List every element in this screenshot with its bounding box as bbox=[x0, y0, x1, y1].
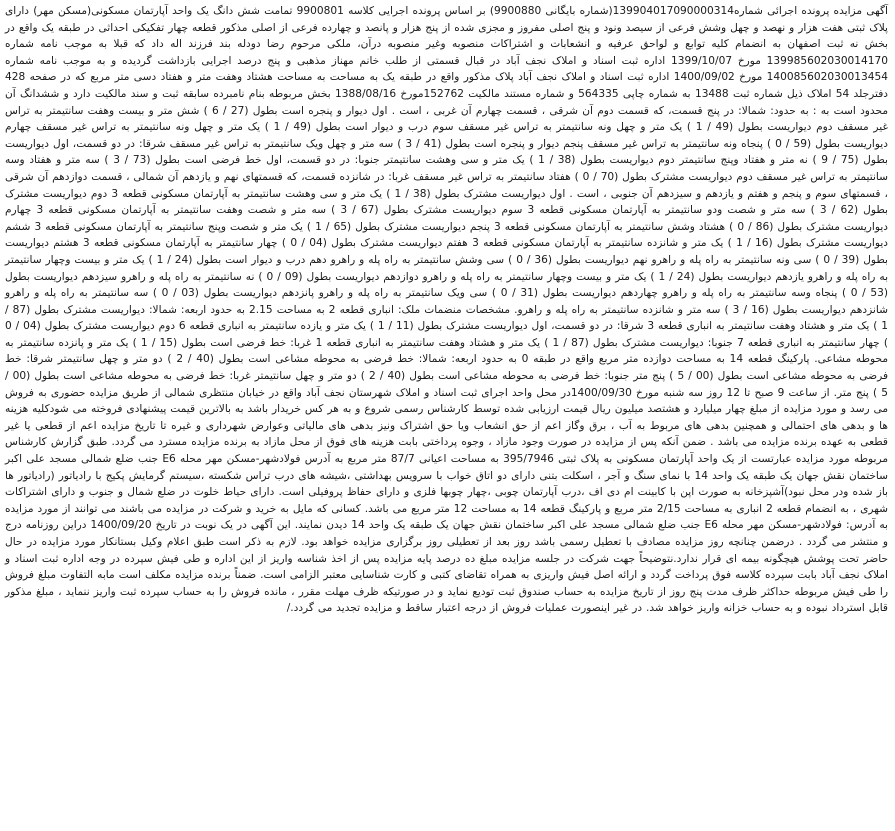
notice-body: آگهی مزایده پرونده اجرائی شماره139904017090000314(شماره بایگانی 9900880) بر اساس پرونده اجرایی کلاسه 9900801 تمامت شش دانگ یک واحد آپارتمان مسکونی(مسکن مهر) دارای پلاک ثبتی هفت هزار و نهصد و چهل وشش فرعی از سیصد ونود و پنج اصلی مفروز و مجزی شده از پنج هزار و پانصد و چهارده فرعی از اصلی مذکور قطعه چهار تفکیکی احداثی در طبقه یک واقع در بخش نه ثبت اصفهان به انضمام کلیه توابع و لواحق عرفیه و انشعابات و اشتراکات منصوبه وغیر منصوبه درآن، ملکی مرحوم رضا دودله بند فرزند اله داد که قبلا به موجب نامه شماره 139985602030014170 مورخ 1399/10/07 اداره ثبت اسناد و املاک نجف آباد در قبال قسمتی از طلب خانم مهناز مذهبی و پنج درصد اجرایی بازداشت گردیده و به موجب نامه شماره 140085602030013454 مورخ 1400/09/02 اداره ثبت اسناد و املاک نجف آباد پلاک مذکور واقع در طبقه یک به مساحت به مساحت هشتاد وهفت متر و هفتاد دسی متر مربع که در صفحه 428 دفترجلد 54 املاک ذیل شماره ثبت 13488 به شماره چاپی 564335 و شماره مستند مالکیت 152762مورخ 1388/08/16 بخش مربوطه بنام نامبرده سابقه ثبت و سند مالکیت دارد و ششدانگ آن محدود است به : به حدود: شمالا: در پنج قسمت، که قسمت دوم آن شرقی ، قسمت چهارم آن غربی ، است . اول دیوار و پنجره است بطول (27 / 6 ) شش متر و بیست وهفت سانتیمتر به تراس غیر مسقف دوم دیواریست بطول (49 / 1 ) یک متر و چهل ونه سانتیمتر به تراس غیر مسقف سوم درب و دیوار است بطول (49 / 1 ) یک متر و چهل ونه سانتیمتر به تراس غیر مسقف چهارم دیواریست بطول (59 / 0 ) پنجاه ونه سانتیمتر به تراس غیر مسقف پنجم دیوار و پنجره است بطول (41 / 3 ) سه متر و چهل ویک سانتیمتر به تراس غیر مسقف شرقا: در دو قسمت، اول دیواریست بطول (75 / 9 ) نه متر و هفتاد وپنج سانتیمتر دوم دیواریست بطول (38 / 1 ) یک متر و سی وهشت سانتیمتر جنوبا: در دو قسمت، اول خط فرضی است بطول (73 / 3 ) سه متر و هفتاد وسه سانتیمتر به تراس غیر مسقف دوم دیواریست مشترک بطول (70 / 0 ) هفتاد سانتیمتر به تراس غیر مسقف غربا: در شانزده قسمت، که قسمتهای نهم و یازدهم آن شمالی ، قسمت دوازدهم آن شرقی ، قسمتهای سوم و پنجم و هفتم و یازدهم و سیزدهم آن جنوبی ، است . اول دیواریست مشترک بطول (38 / 1 ) یک متر و سی وهشت سانتیمتر به آپارتمان مسکونی قطعه 3 دوم دیواریست مشترک بطول (62 / 3 ) سه متر و شصت ودو سانتیمتر به آپارتمان مسکونی قطعه 3 سوم دیواریست مشترک بطول (67 / 3 ) سه متر و شصت وهفت سانتیمتر به آپارتمان مسکونی قطعه 3 چهارم دیواریست مشترک بطول (86 / 0 ) هشتاد وشش سانتیمتر به آپارتمان مسکونی قطعه 3 پنجم دیواریست مشترک بطول (65 / 1 ) یک متر و شصت وپنج سانتیمتر به آپارتمان مسکونی قطعه 3 ششم دیواریست مشترک بطول (16 / 1 ) یک متر و شانزده سانتیمتر به آپارتمان مسکونی قطعه 3 هفتم دیواریست مشترک بطول (04 / 0 ) چهار سانتیمتر به آپارتمان مسکونی قطعه 3 هشتم دیواریست بطول (39 / 0 ) سی ونه سانتیمتر به راه پله و راهرو نهم دیواریست بطول (36 / 0 ) سی وشش سانتیمتر به راه پله و راهرو دهم درب و دیوار است بطول (24 / 1 ) یک متر و بیست وچهار سانتیمتر به راه پله و راهرو یازدهم دیواریست بطول (24 / 1 ) یک متر و بیست وچهار سانتیمتر به راه پله و راهرو دوازدهم دیواریست بطول (09 / 0 ) نه سانتیمتر به راه پله و راهرو سیزدهم دیواریست بطول (53 / 0 ) پنجاه وسه سانتیمتر به راه پله و راهرو چهاردهم دیواریست بطول (31 / 0 ) سی ویک سانتیمتر به راه پله و راهرو پانزدهم دیواریست بطول (03 / 0 ) سه سانتیمتر به راه پله و راهرو شانزدهم دیواریست بطول (16 / 3 ) سه متر و شانزده سانتیمتر به راه پله و راهرو. مشخصات منضمات ملک: انباری قطعه 2 به مساحت 2.15 به حدود اربعه: شمالا: دیواریست مشترک بطول (87 / 1 ) یک متر و هشتاد وهفت سانتیمتر به انباری قطعه 3 شرقا: در دو قسمت، اول دیواریست مشترک بطول (11 / 1 ) یک متر و یازده سانتیمتر به انباری قطعه 6 دوم دیواریست مشترک بطول (04 / 0 ) چهار سانتیمتر به انباری قطعه 7 جنوبا: دیواریست مشترک بطول (87 / 1 ) یک متر و هشتاد وهفت سانتیمتر به انباری قطعه 1 غربا: خط فرضی است بطول (15 / 1 ) یک متر و پانزده سانتیمتر به محوطه مشاعی. پارکینگ قطعه 14 به مساحت دوازده متر مربع واقع در طبقه 0 به حدود اربعه: شمالا: خط فرضی به محوطه مشاعی است بطول (40 / 2 ) دو متر و چهل سانتیمتر شرقا: خط فرضی به محوطه مشاعی است بطول (00 / 5 ) پنج متر جنوبا: خط فرضی به محوطه مشاعی است بطول (40 / 2 ) دو متر و چهل سانتیمتر غربا: خط فرضی به محوطه مشاعی است بطول (00 / 5 ) پنج متر. از ساعت 9 صبح تا 12 روز سه شنبه مورخ 1400/09/30در محل واحد اجرای ثبت اسناد و املاک شهرستان نجف آباد واقع در خیابان منتظری شمالی از طریق مزایده حضوری به فروش می رسد و مورد مزایده از مبلغ چهار میلیارد و هشتصد میلیون ریال قیمت ارزیابی شده توسط کارشناس رسمی شروع و به هر کس خریدار باشد به بالاترین قیمت پیشنهادی فروخته می شودکلیه هزینه ها و بدهی های احتمالی و همچنین بدهی های مربوط به آب ، برق وگاز اعم از حق انشعاب ویا حق اشتراک ونیز بدهی های مالیاتی وعوارض شهرداری و غیره تا تاریخ مزایده اعم از قطعی یا غیر قطعی به عهده برنده مزایده می باشد . ضمن آنکه پس از مزایده در صورت وجود مازاد ، وجوه پرداختی بابت هزینه های فوق از محل مازاد به برنده مزایده مسترد می گردد. طبق گزارش کارشناس مربوطه مورد مزایده عبارتست از یک واحد آپارتمان مسکونی به پلاک ثبتی 395/7946 به مساحت اعیانی 87/7 متر مربع به آدرس فولادشهر-مسکن مهر محله E6 جنب ضلع شمالی مسجد علی اکبر ساختمان نقش جهان یک طبقه یک واحد 14 با نمای سنگ و آجر ، اسکلت بتنی دارای دو اتاق خواب با سرویس بهداشتی ،شیشه های درب تراس شکسته ،سیستم گرمایش پکیج با رادیاتور (رادیاتور ها باز شده ودر محل نبود)آشپزخانه به صورت اپن با کابینت ام دی اف ،درب آپارتمان چوبی ،چهار چوبها فلزی و دارای حفاظ پروفیلی است. دارای حیاط خلوت در ضلع شمال و جنوب و دارای اشتراکات شهری ، به انضمام قطعه 2 انباری به مساحت 2/15 متر مربع و پارکینگ قطعه 14 به مساحت 12 متر مربع می باشد. کسانی که مایل به خرید و شرکت در مزایده می باشند می توانند از مورد مزایده به آدرس: فولادشهر-مسکن مهر محله E6 جنب ضلع شمالی مسجد علی اکبر ساختمان نقش جهان یک طبقه یک واحد 14 دیدن نمایند. این آگهی در یک نوبت در تاریخ 1400/09/20 دراین روزنامه درج و منتشر می گردد . درضمن چنانچه روز مزایده مصادف با تعطیل رسمی باشد روز بعد از تعطیلی روز برگزاری مزایده خواهد بود. لازم به ذکر است طبق اعلام وکیل بستانکار مورد مزایده در حال حاضر تحت پوشش هیچگونه بیمه ای قرار ندارد.نتوضیحاً جهت شرکت در جلسه مزایده مبلغ ده درصد پایه مزایده پس از اخذ شناسه واریز از این اداره و طی فیش سپرده در وجه اداره ثبت اسناد و املاک نجف آباد بابت سپرده کلاسه فوق پرداخت گردد و ارائه اصل فیش واریزی به همراه تقاضای کتبی و کارت شناسایی معتبر الزامی است. ضمناً برنده مزایده مکلف است مابه التفاوت مبلغ فروش را طی فیش مربوطه حداکثر ظرف مدت پنج روز از تاریخ مزایده به حساب صندوق ثبت تودیع نماید و در صورتیکه ظرف مهلت مقرر ، مانده فروش را به حساب سپرده ثبت واریز ننماید ، مبلغ مذکور قابل استرداد نبوده و به حساب خزانه واریز خواهد شد. در غیر اینصورت عملیات فروش از درجه اعتبار ساقط و مزایده تجدید می گردد./ bbox=[5, 5, 889, 615]
